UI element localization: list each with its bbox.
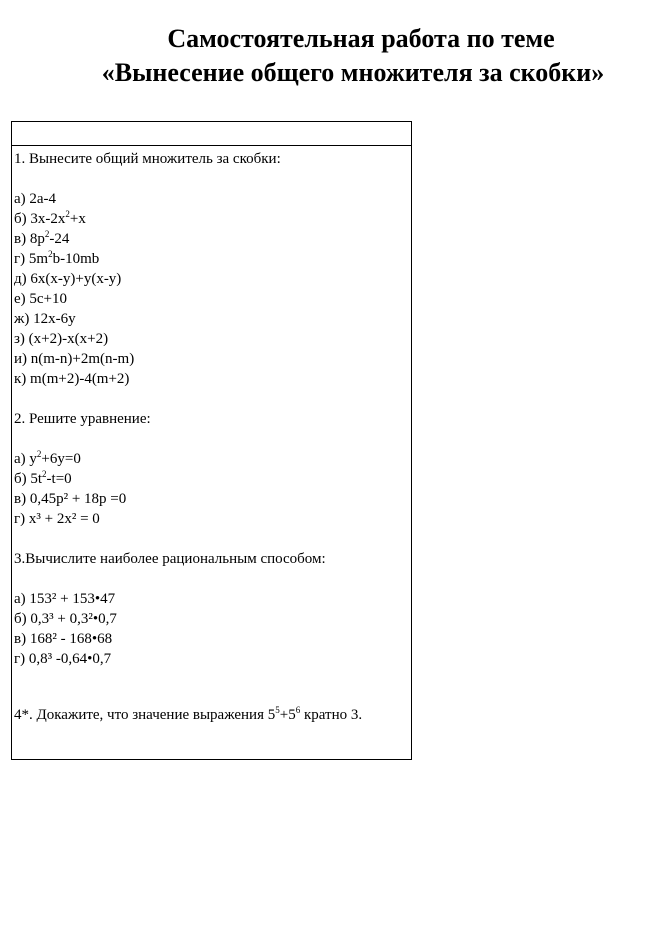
task-2-item: б) $5t^2-t=0$ [14,469,72,487]
worksheet-content [12,146,411,725]
task-4-statement: 4*. Докажите, что значение выражения $5^5+5^6$ кратно 3. [14,705,363,723]
task-1-item: д) 6х(х-у)+у(х-у) [14,271,122,287]
table-header-row [12,122,411,146]
title-line-2: «Вынесение общего множителя за скобки» [101,58,605,87]
task-2-item: в) 0,45р² + 18р =0 [14,491,127,507]
task-1-item: в) $8р^2-24$ [14,229,70,247]
task-1-item: б) $3х-2х^2+х$ [14,209,86,227]
task-3-item: б) 0,3³ + 0,3²•0,7 [14,611,117,627]
task-1-heading: 1. Вынесите общий множитель за скобки: [14,151,281,167]
task-1-item: з) (х+2)-х(х+2) [14,331,109,347]
task-1-item: е) 5с+10 [14,291,68,307]
task-2-heading: 2. Решите уравнение: [14,411,151,427]
task-1-item: ж) 12х-6у [14,311,76,327]
task-3-item: а) 153² + 153•47 [14,591,116,607]
document-title [0,22,656,90]
title-line-1: Самостоятельная работа по теме [167,24,555,53]
task-3-list [14,589,411,669]
task-1-item: г) $5m^2b-10mb$ [14,249,100,267]
task-1-list [14,189,411,389]
task-3-item: г) 0,8³ -0,64•0,7 [14,651,112,667]
task-2-list [14,449,411,529]
task-2-item: г) х³ + 2х² = 0 [14,511,100,527]
task-3-heading: 3.Вычислите наиболее рациональным способом: [14,551,326,567]
worksheet-table [11,121,412,760]
task-1-item: к) m(m+2)-4(m+2) [14,371,130,387]
task-3-item: в) 168² - 168•68 [14,631,113,647]
task-1-item: а) 2а-4 [14,191,57,207]
task-2-item: а) $y^2+6y=0$ [14,449,81,467]
task-1-item: и) n(m-n)+2m(n-m) [14,351,135,367]
